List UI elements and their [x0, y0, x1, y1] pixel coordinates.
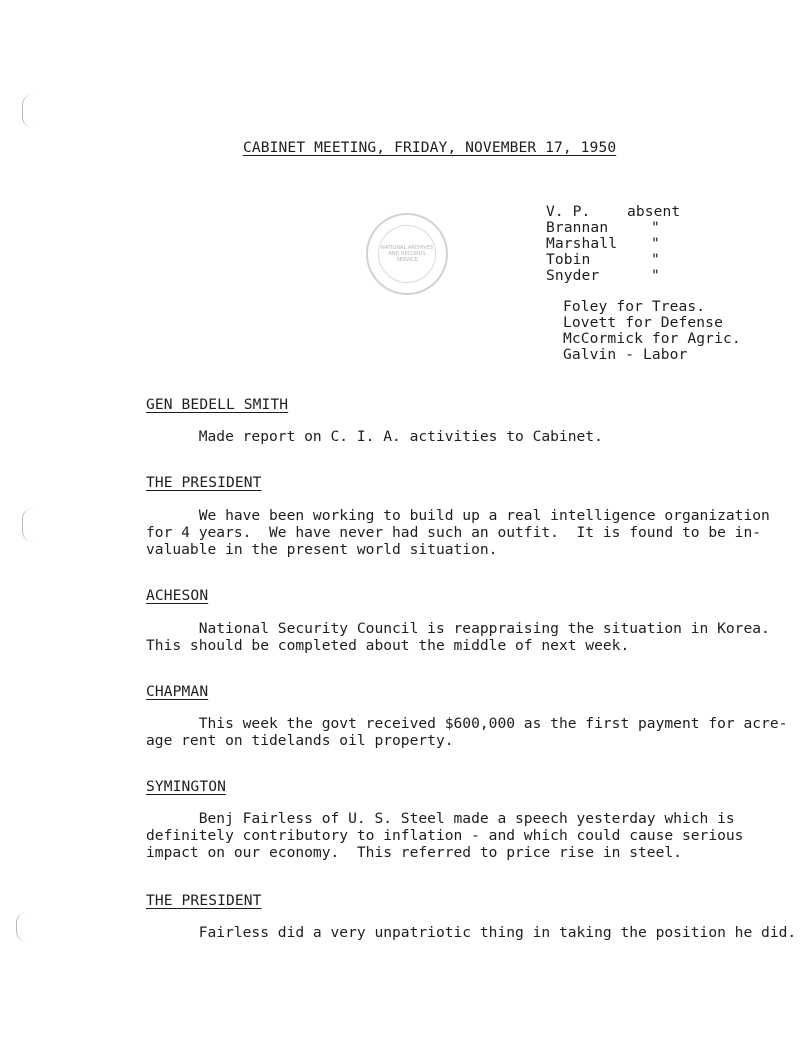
minutes-line: definitely contributory to inflation - and which could cause serious [146, 827, 744, 844]
speaker-heading: SYMINGTON [146, 778, 226, 795]
speaker-heading: THE PRESIDENT [146, 892, 262, 909]
speaker-heading: GEN BEDELL SMITH [146, 396, 289, 413]
document-title: CABINET MEETING, FRIDAY, NOVEMBER 17, 1950 [243, 139, 617, 156]
minutes-line: Benj Fairless of U. S. Steel made a speech yesterday which is [146, 810, 735, 827]
minutes-line: National Security Council is reappraising the situation in Korea. [146, 620, 770, 637]
absent-name: V. P. [546, 203, 591, 220]
minutes-line: for 4 years. We have never had such an outfit. It is found to be in- [146, 524, 762, 541]
minutes-line: age rent on tidelands oil property. [146, 732, 454, 749]
speaker-heading: THE PRESIDENT [146, 474, 262, 491]
minutes-line: This should be completed about the middle of next week. [146, 637, 630, 654]
minutes-line: We have been working to build up a real intelligence organization [146, 507, 770, 524]
absent-status: " [651, 251, 660, 268]
absent-status: absent [627, 203, 681, 220]
substitute-entry: Lovett for Defense [563, 314, 723, 331]
absent-name: Marshall [546, 235, 618, 252]
absent-name: Tobin [546, 251, 591, 268]
minutes-line: Fairless did a very unpatriotic thing in taking the position he did. [146, 924, 797, 941]
speaker-heading: CHAPMAN [146, 683, 209, 700]
absent-name: Snyder [546, 267, 600, 284]
absent-status: " [651, 267, 660, 284]
minutes-line: valuable in the present world situation. [146, 541, 498, 558]
minutes-line: This week the govt received $600,000 as the first payment for acre- [146, 715, 788, 732]
substitute-entry: McCormick for Agric. [563, 330, 741, 347]
margin-hole-mark [16, 912, 27, 942]
absent-status: " [651, 235, 660, 252]
archive-stamp-text: NATIONAL ARCHIVES AND RECORDS SERVICE [378, 225, 436, 283]
absent-status: " [651, 219, 660, 236]
archive-stamp [366, 213, 448, 295]
margin-hole-mark [22, 94, 33, 128]
substitute-entry: Galvin - Labor [563, 346, 688, 363]
margin-hole-mark [22, 508, 33, 542]
absent-name: Brannan [546, 219, 609, 236]
speaker-heading: ACHESON [146, 587, 209, 604]
minutes-line: Made report on C. I. A. activities to Cabinet. [146, 428, 603, 445]
substitute-entry: Foley for Treas. [563, 298, 706, 315]
minutes-line: impact on our economy. This referred to price rise in steel. [146, 844, 682, 861]
